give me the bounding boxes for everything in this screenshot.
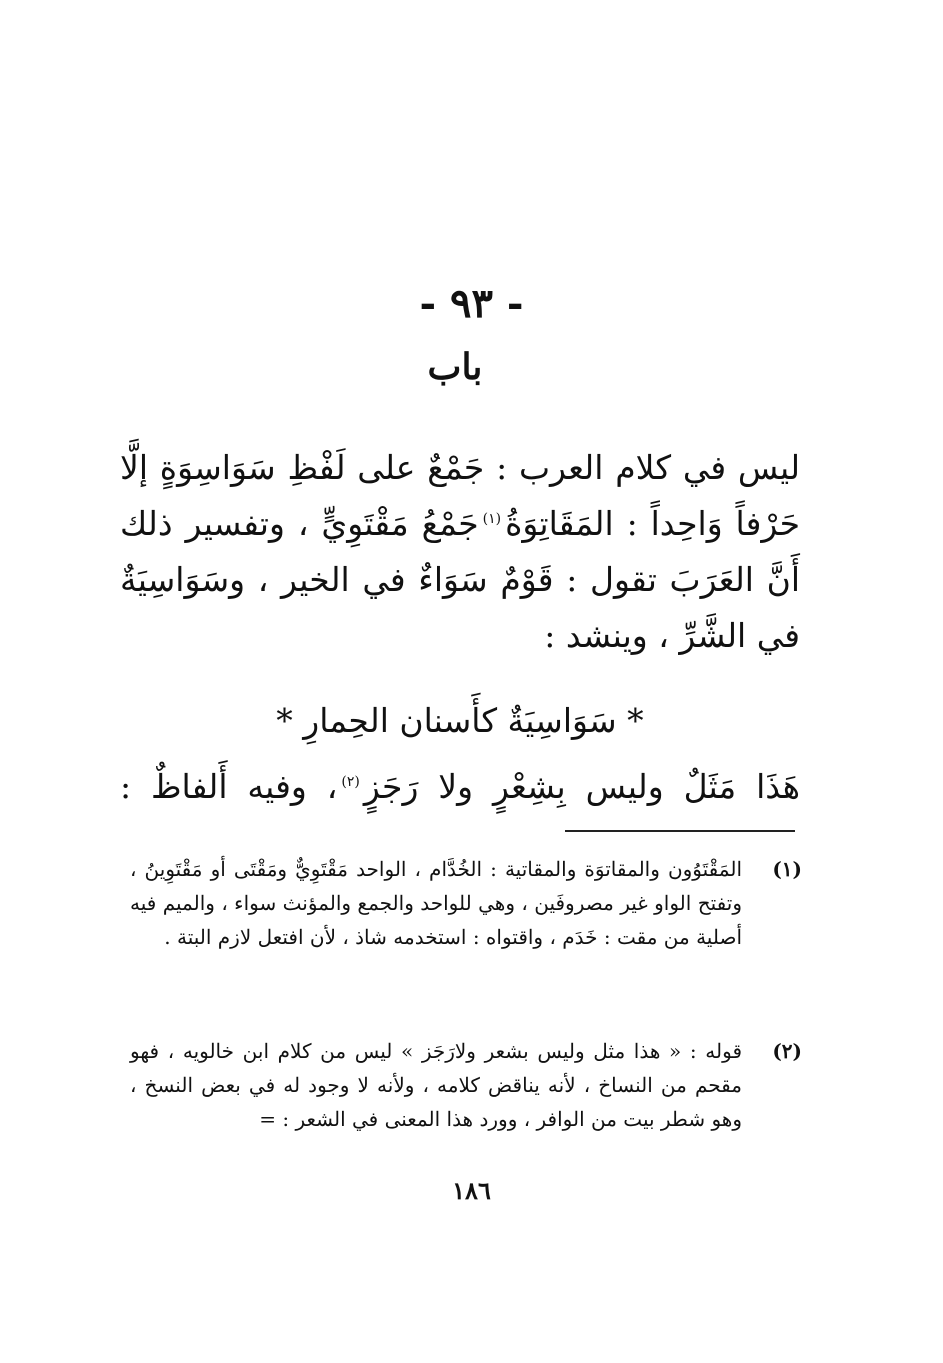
body-paragraph: [120, 440, 800, 664]
footnote-marker-2: (٢): [772, 1039, 802, 1063]
body-text-part-2: جَمْعُ مَقْتَوِيٍّ ، وتفسير ذلك أَنَّ العَرَبَ تقول : قَوْمٌ سَوَاءٌ في الخير ، وسَوَاسِيَةٌ في الشَّرِّ ، وينشد :: [120, 504, 800, 655]
footnote-ref-1[interactable]: (١): [482, 511, 502, 527]
page-number: ١٨٦: [452, 1176, 491, 1205]
body-text-part-1: ليس في كلام العرب : جَمْعٌ على لَفْظِ سَوَاسِوَةٍ إلَّا حَرْفاً وَاحِداً : المَقَاتِوَةُ: [120, 448, 800, 543]
body-paragraph-text: [120, 440, 800, 664]
after-verse-start: هَذَا مَثَلٌ وليس بِشِعْرٍ ولا رَجَزٍ: [363, 767, 801, 806]
footnote-2: [130, 1034, 802, 1136]
chapter-title: باب: [427, 346, 483, 388]
footnote-text-1: المَقْتَوُون والمقاتوَة والمقاتية : الخُدَّام ، الواحد مَقْتَوِيٌّ ومَقْتَى أو مَقْتَوِينُ ، وتفتح الواو غير مصروفَين ، وهي للواحد والجمع والمؤنث سواء ، والميم فيه أصلية من مقت : خَدَم ، واقتواه : استخدمه شاذ ، لأن افتعل لازم البتة .: [130, 857, 742, 949]
poetry-verse: * سَوَاسِيَةٌ كأَسنان الحِمارِ *: [276, 701, 644, 740]
footnote-marker-1: (١): [772, 857, 802, 881]
section-number: - ٩٣ -: [419, 280, 524, 327]
after-verse-line: [120, 762, 800, 812]
footnote-divider: [565, 830, 795, 832]
footnote-text-2: قوله : « هذا مثل وليس بشعر ولارَجَز » ليس من كلام ابن خالويه ، فهو مقحم من النساخ ، لأنه يناقض كلامه ، ولأنه لا وجود له في بعض النسخ ، وهو شطر بيت من الوافر ، وورد هذا المعنى في الشعر : =: [130, 1039, 742, 1131]
after-verse-end: ، وفيه أَلفاظٌ :: [120, 767, 338, 806]
footnote-ref-2[interactable]: (٢): [341, 774, 360, 790]
footnote-1: [130, 852, 802, 954]
